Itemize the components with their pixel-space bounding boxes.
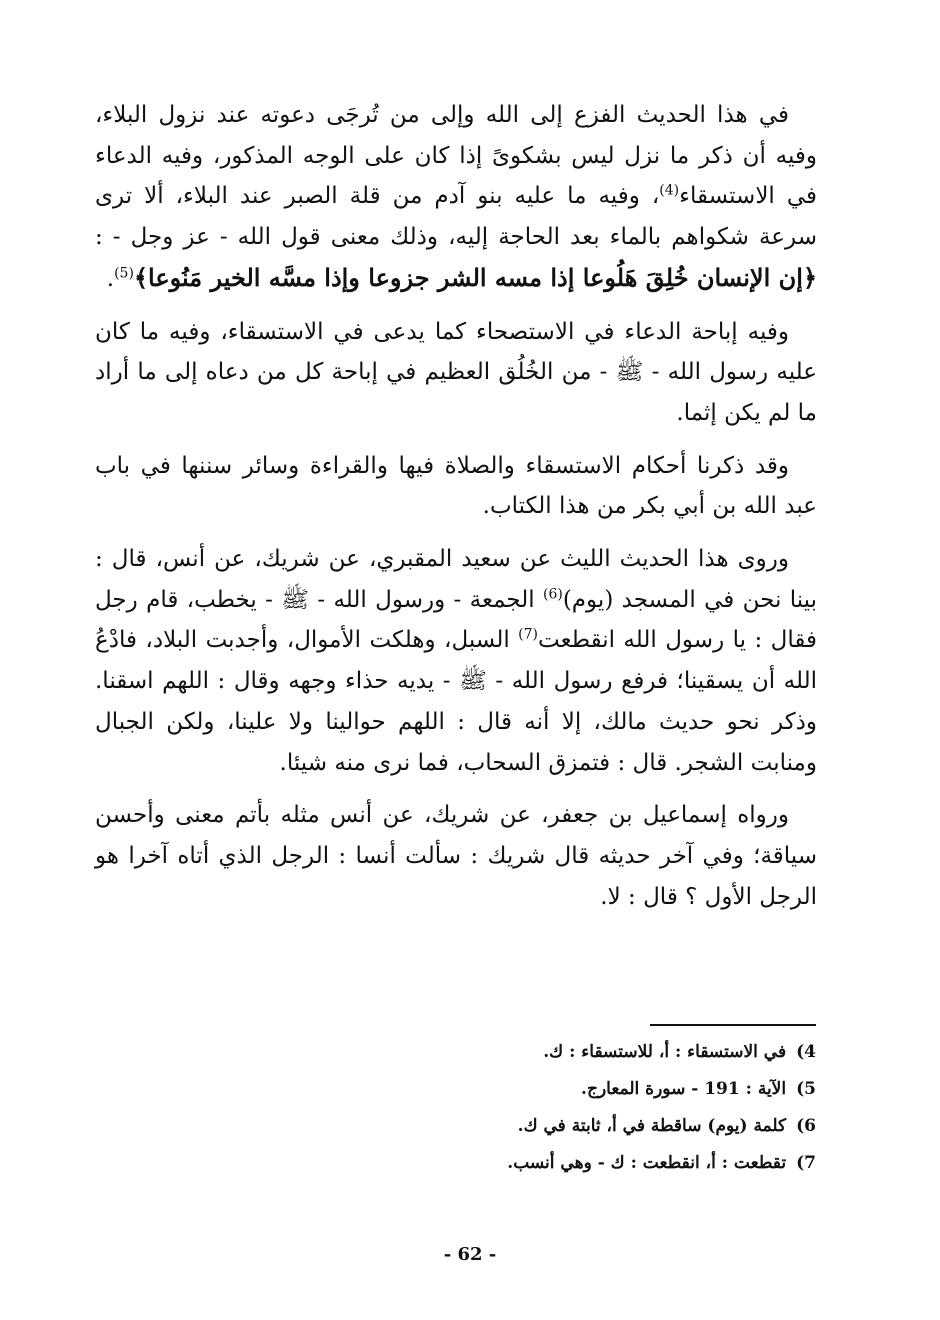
footnote-separator [650,1024,816,1026]
footnote [330,1034,816,1071]
text-segment: وروى هذا الحديث الليث عن سعيد المقبري، عن شريك، عن أنس، قال : بينا نحن في المسجد (يوم) [95,546,817,613]
footnote-text: تقطعت : أ، انقطعت : ك - وهي أنسب. [507,1153,787,1173]
footnote-number: 7) [796,1153,816,1173]
text-segment: السبل، وهلكت الأموال، وأجدبت البلاد، فادْعُ الله أن يسقينا؛ فرفع رسول الله - ﷺ - يديه حذاء وجهه وقال : اللهم اسقنا. وذكر نحو حديث مالك، إلا أنه قال : اللهم حوالينا ولا علينا، ولكن الجبال ومنابت الشجر. قال : فتمزق السحاب، فما نرى منه شيئا. [95,627,817,776]
footnote-text: الآية : 191 - سورة المعارج. [581,1079,787,1099]
footnote-number: 4) [796,1042,816,1062]
footnote [330,1108,816,1145]
footnote-number: 6) [796,1116,816,1136]
text-segment: الجمعة - ورسول الله - ﷺ - يخطب، قام رجل فقال : يا رسول الله انقطعت [95,586,817,654]
footnote-reference: (5) [114,265,134,282]
footnote-reference: (6) [542,586,563,603]
paragraph [95,795,817,917]
footnotes-list [330,1034,816,1182]
footnote-text: كلمة (يوم) ساقطة في أ، ثابتة في ك. [517,1116,787,1136]
paragraph [95,95,817,300]
page-number: - 62 - [443,1244,497,1265]
text-segment: . [106,265,115,292]
footnote-text: في الاستسقاء : أ، للاستسقاء : ك. [543,1042,787,1062]
footnote-reference: (4) [659,182,680,199]
footnote-reference: (7) [518,626,539,643]
quran-verse: ﴿إن الإنسان خُلِقَ هَلُوعا إذا مسه الشر جزوعا وإذا مسَّه الخير مَنُوعا﴾ [133,262,817,292]
text-segment: وفيه إباحة الدعاء في الاستصحاء كما يدعى في الاستسقاء، وفيه ما كان عليه رسول الله - ﷺ - من الخُلُق العظيم في إباحة كل من دعاه إلى ما أراد ما لم يكن إثما. [95,318,817,426]
paragraph [95,312,817,434]
main-text [95,95,817,917]
text-segment: ورواه إسماعيل بن جعفر، عن شريك، عن أنس مثله بأتم معنى وأحسن سياقة؛ وفي آخر حديثه قال شريك : سألت أنسا : الرجل الذي أتاه آخرا هو الرجل الأول ؟ قال : لا. [95,802,817,910]
footnote [330,1071,816,1108]
footnote [330,1145,816,1182]
text-segment: وقد ذكرنا أحكام الاستسقاء والصلاة فيها والقراءة وسائر سننها في باب عبد الله بن أبي بكر من هذا الكتاب. [95,452,817,520]
footnote-number: 5) [796,1079,816,1099]
text-segment: في هذا الحديث الفزع إلى الله وإلى من تُرجَى دعوته عند نزول البلاء، وفيه أن ذكر ما نزل ليس بشكوىً إذا كان على الوجه المذكور، وفيه الدعاء في الاستسقاء [95,102,817,210]
paragraph [95,539,817,783]
text-segment: ، وفيه ما عليه بنو آدم من قلة الصبر عند البلاء، ألا ترى سرعة شكواهم بالماء بعد الحاجة إليه، وذلك معنى قول الله - عز وجل - : [95,183,817,251]
paragraph [95,446,817,527]
